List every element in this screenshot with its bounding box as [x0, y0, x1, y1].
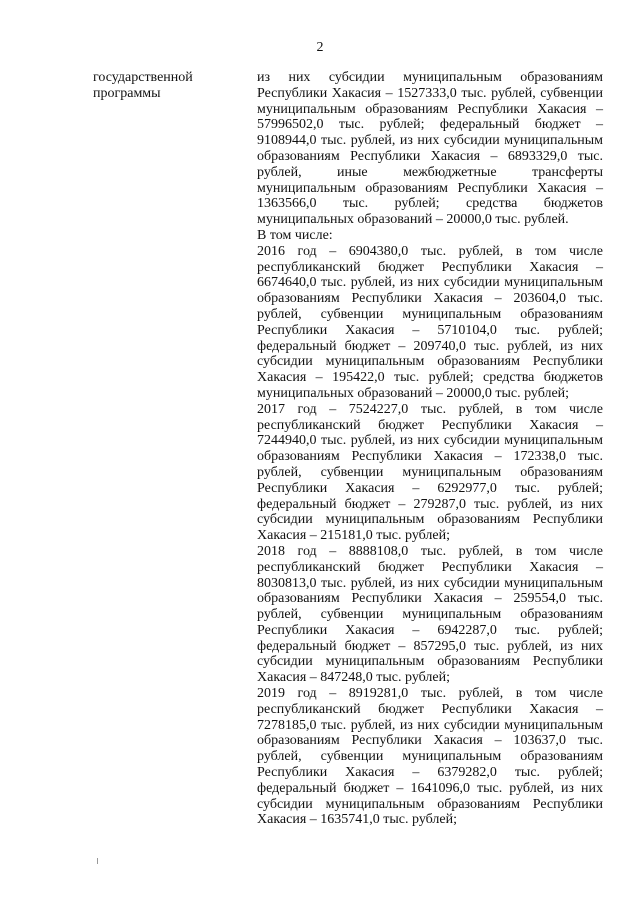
year-2016-paragraph: 2016 год – 6904380,0 тыс. рублей, в том числе республиканский бюджет Республики Хакасия – 6674640,0 тыс. рублей, из них субсидии муниципальным образованиям Республики Хакасия – 203604,0 тыс. рублей, субвенции муниципальным образованиям Республики Хакасия – 5710104,0 тыс. рублей; федеральный бюджет – 209740,0 тыс. рублей, из них субсидии муниципальным образованиям Республики Хакасия – 195422,0 тыс. рублей; средства бюджетов муниципальных образований – 20000,0 тыс. рублей; [257, 243, 603, 401]
including-heading: В том числе: [257, 227, 333, 243]
page-number: 2 [316, 40, 324, 55]
year-2019-paragraph: 2019 год – 8919281,0 тыс. рублей, в том числе республиканский бюджет Республики Хакасия – 7278185,0 тыс. рублей, из них субсидии муниципальным образованиям Республики Хакасия – 103637,0 тыс. рублей, субвенции муниципальным образованиям Республики Хакасия – 6379282,0 тыс. рублей; федеральный бюджет – 1641096,0 тыс. рублей, из них субсидии муниципальным образованиям Республики Хакасия – 1635741,0 тыс. рублей; [257, 686, 603, 828]
row-label-line-2: программы [93, 85, 161, 101]
year-2017-paragraph: 2017 год – 7524227,0 тыс. рублей, в том числе республиканский бюджет Республики Хакасия – 7244940,0 тыс. рублей, из них субсидии муниципальным образованиям Республики Хакасия – 172338,0 тыс. рублей, субвенции муниципальным образованиям Республики Хакасия – 6292977,0 тыс. рублей; федеральный бюджет – 279287,0 тыс. рублей, из них субсидии муниципальным образованиям Республики Хакасия – 215181,0 тыс. рублей; [257, 401, 603, 544]
year-2018-paragraph: 2018 год – 8888108,0 тыс. рублей, в том числе республиканский бюджет Республики Хакасия – 8030813,0 тыс. рублей, из них субсидии муниципальным образованиям Республики Хакасия – 259554,0 тыс. рублей, субвенции муниципальным образованиям Республики Хакасия – 6942287,0 тыс. рублей; федеральный бюджет – 857295,0 тыс. рублей, из них субсидии муниципальным образованиям Республики Хакасия – 847248,0 тыс. рублей; [257, 543, 603, 686]
funding-description-column [257, 70, 603, 828]
funding-total-paragraph: из них субсидии муниципальным образованиям Республики Хакасия – 1527333,0 тыс. рублей, субвенции муниципальным образованиям Республики Хакасия – 57996502,0 тыс. рублей; федеральный бюджет – 9108944,0 тыс. рублей, из них субсидии муниципальным образованиям Республики Хакасия – 6893329,0 тыс. рублей, иные межбюджетные трансферты муниципальным образованиям Республики Хакасия – 1363566,0 тыс. рублей; средства бюджетов муниципальных образований – 20000,0 тыс. рублей. [257, 70, 603, 228]
row-label-line-1: государственной [93, 70, 193, 85]
row-label-column [93, 70, 243, 102]
scan-mark [97, 858, 98, 864]
